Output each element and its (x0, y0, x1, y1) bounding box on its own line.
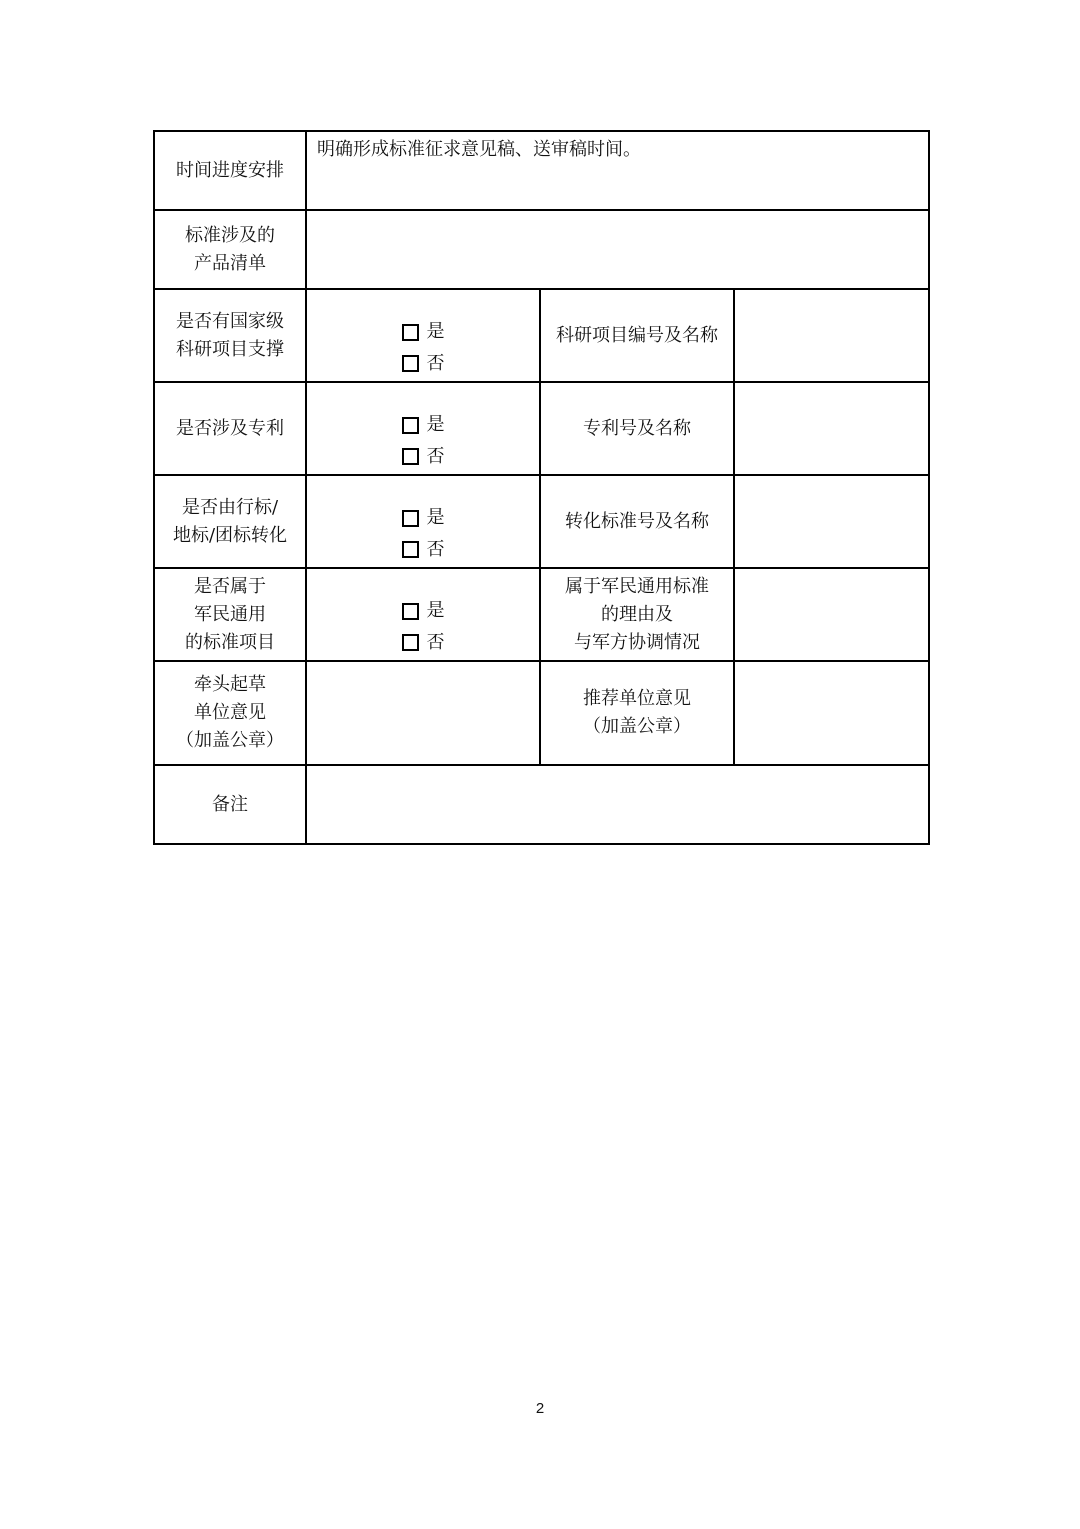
yes-label: 是 (426, 600, 445, 621)
recommender-opinion-label: 推荐单位意见 （加盖公章） (540, 661, 734, 765)
conversion-no-option[interactable] (402, 536, 445, 564)
conversion-detail-label: 转化标准号及名称 (540, 475, 734, 568)
yes-label: 是 (426, 414, 445, 435)
conversion-yes-option[interactable] (402, 504, 445, 532)
checkbox-icon[interactable] (402, 324, 419, 341)
no-label: 否 (426, 445, 445, 467)
yes-label: 是 (426, 507, 445, 528)
research-yes-option[interactable] (402, 318, 445, 346)
conversion-choice (306, 475, 540, 568)
research-no-option[interactable] (402, 350, 445, 378)
patent-label: 是否涉及专利 (154, 382, 306, 475)
patent-choice (306, 382, 540, 475)
military-no-option[interactable] (402, 629, 445, 657)
remarks-field[interactable] (306, 765, 929, 844)
checkbox-icon[interactable] (402, 541, 419, 558)
research-detail-field[interactable] (734, 289, 929, 382)
military-choice (306, 568, 540, 661)
research-label: 是否有国家级 科研项目支撑 (154, 289, 306, 382)
page-number: 2 (535, 1400, 545, 1417)
military-row (154, 568, 929, 661)
patent-detail-label: 专利号及名称 (540, 382, 734, 475)
conversion-detail-field[interactable] (734, 475, 929, 568)
schedule-label: 时间进度安排 (154, 131, 306, 210)
conversion-label: 是否由行标/ 地标/团标转化 (154, 475, 306, 568)
military-yes-option[interactable] (402, 597, 445, 625)
military-detail-field[interactable] (734, 568, 929, 661)
project-form-table (153, 130, 930, 845)
checkbox-icon[interactable] (402, 510, 419, 527)
military-label: 是否属于 军民通用 的标准项目 (154, 568, 306, 661)
products-row (154, 210, 929, 289)
patent-yes-option[interactable] (402, 411, 445, 439)
recommender-opinion-field[interactable] (734, 661, 929, 765)
no-label: 否 (426, 631, 445, 653)
remarks-label: 备注 (154, 765, 306, 844)
military-detail-label: 属于军民通用标准 的理由及 与军方协调情况 (540, 568, 734, 661)
schedule-field[interactable]: 明确形成标准征求意见稿、送审稿时间。 (306, 131, 929, 210)
checkbox-icon[interactable] (402, 417, 419, 434)
lead-drafter-opinion-label: 牵头起草 单位意见 （加盖公章） (154, 661, 306, 765)
schedule-row (154, 131, 929, 210)
checkbox-icon[interactable] (402, 634, 419, 651)
patent-no-option[interactable] (402, 443, 445, 471)
yes-label: 是 (426, 321, 445, 342)
research-detail-label: 科研项目编号及名称 (540, 289, 734, 382)
patent-detail-field[interactable] (734, 382, 929, 475)
research-choice (306, 289, 540, 382)
conversion-row (154, 475, 929, 568)
research-row (154, 289, 929, 382)
checkbox-icon[interactable] (402, 448, 419, 465)
products-label: 标准涉及的 产品清单 (154, 210, 306, 289)
opinion-row (154, 661, 929, 765)
checkbox-icon[interactable] (402, 603, 419, 620)
checkbox-icon[interactable] (402, 355, 419, 372)
no-label: 否 (426, 352, 445, 374)
patent-row (154, 382, 929, 475)
no-label: 否 (426, 538, 445, 560)
products-field[interactable] (306, 210, 929, 289)
remarks-row (154, 765, 929, 844)
lead-drafter-opinion-field[interactable] (306, 661, 540, 765)
